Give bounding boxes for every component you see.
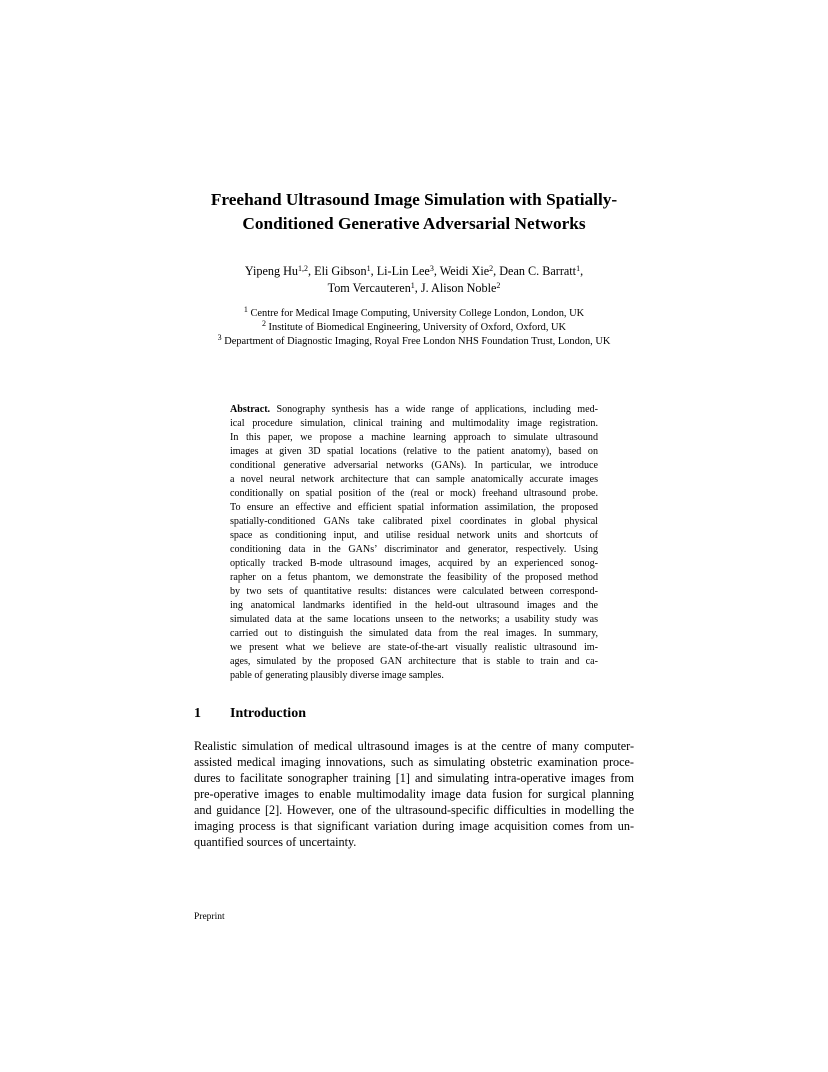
affil-text: Department of Diagnostic Imaging, Royal Free London NHS Foundation Trust, London, UK (224, 336, 611, 347)
author-affil-sup: 1,2 (298, 264, 309, 273)
author-list (0, 263, 828, 297)
section-number: 1 (194, 706, 201, 721)
abstract-text: Sonography synthesis has a wide range of applications, including med- (276, 404, 598, 415)
author-affil-sup: 2 (496, 281, 501, 290)
affil-number: 2 (261, 319, 266, 328)
abstract-line: In this paper, we propose a machine learning approach to simulate ultrasound (230, 432, 598, 443)
footer-preprint: Preprint (194, 912, 225, 922)
body-line: and guidance [2]. However, one of the ultrasound-specific difficulties in modelling the (194, 803, 634, 817)
author-affil-sup: 2 (489, 264, 494, 273)
abstract-line: conditionally on spatial position of the (real or mock) freehand ultrasound probe. (230, 488, 598, 499)
author-sep: , (433, 264, 440, 278)
author-sep: , (308, 264, 315, 278)
author-name: Yipeng Hu (244, 264, 299, 278)
author-name: Eli Gibson (314, 264, 367, 278)
affiliation-3 (0, 335, 828, 349)
body-line: pre-operative images to enable multimodality image data fusion for surgical planning (194, 787, 634, 801)
abstract-line: conditional generative adversarial networks (GANs). In particular, we introduce (230, 460, 598, 471)
abstract-line: ages, simulated by the proposed GAN architecture that is stable to train and ca- (230, 656, 598, 667)
abstract-line: by two sets of quantitative results: distances were calculated between correspond- (230, 586, 598, 597)
abstract-line: carried out to distinguish the simulated data from the real images. In summary, (230, 628, 598, 639)
abstract-line: optically tracked B-mode ultrasound images, acquired by an experienced sonog- (230, 558, 598, 569)
author-name: Tom Vercauteren (327, 281, 411, 295)
author-name: Dean C. Barratt (499, 264, 577, 278)
abstract-line: spatially-conditioned GANs take calibrated pixel coordinates in global physical (230, 516, 598, 527)
abstract-line: images at given 3D spatial locations (relative to the patient anatomy), based on (230, 446, 598, 457)
author-sep: , (414, 281, 421, 295)
section-heading-introduction (194, 704, 306, 724)
paper-title (0, 188, 828, 236)
title-line-1: Freehand Ultrasound Image Simulation with Spatially- (210, 190, 618, 209)
author-name: Weidi Xie (439, 264, 490, 278)
author-affil-sup: 1 (410, 281, 415, 290)
abstract-line: pable of generating plausibly diverse image samples. (230, 670, 444, 681)
abstract-line: To ensure an effective and efficient spatial information assimilation, the proposed (230, 502, 598, 513)
abstract (230, 403, 598, 683)
abstract-line (230, 403, 598, 417)
body-line: quantified sources of uncertainty. (194, 835, 357, 849)
body-line: Realistic simulation of medical ultrasound images is at the centre of many computer- (194, 739, 634, 753)
author-affil-sup: 1 (366, 264, 371, 273)
body-line: imaging process is that significant variation during image acquisition comes from un- (194, 819, 634, 833)
author-sep: , (580, 264, 584, 278)
section-title: Introduction (230, 706, 306, 721)
abstract-line: we present what we believe are state-of-the-art visually realistic ultrasound im- (230, 642, 598, 653)
author-line-2 (0, 280, 828, 297)
abstract-label: Abstract. (230, 404, 271, 415)
abstract-line: ical procedure simulation, clinical training and multimodality image registration. (230, 418, 598, 429)
author-name: Li-Lin Lee (376, 264, 430, 278)
title-line-2: Conditioned Generative Adversarial Networks (242, 214, 586, 233)
affil-number: 1 (243, 305, 248, 314)
body-line: assisted medical imaging innovations, such as simulating obstetric examination proce- (194, 755, 634, 769)
abstract-line: simulated data at the same locations unseen to the networks; a usability study was (230, 614, 598, 625)
abstract-line: ing anatomical landmarks identified in the held-out ultrasound images and the (230, 600, 598, 611)
abstract-line: conditioning data in the GANs’ discriminator and generator, respectively. Using (230, 544, 598, 555)
author-affil-sup: 3 (429, 264, 434, 273)
author-name: J. Alison Noble (420, 281, 497, 295)
abstract-line: rapher on a fetus phantom, we demonstrate the feasibility of the proposed method (230, 572, 598, 583)
body-line: dures to facilitate sonographer training [1] and simulating intra-operative images from (194, 771, 634, 785)
author-sep: , (370, 264, 377, 278)
affiliation-1 (0, 307, 828, 321)
affil-text: Centre for Medical Image Computing, University College London, London, UK (250, 308, 585, 319)
affil-text: Institute of Biomedical Engineering, University of Oxford, Oxford, UK (268, 322, 567, 333)
abstract-line: a novel neural network architecture that can sample anatomically accurate images (230, 474, 598, 485)
introduction-paragraph (194, 738, 634, 850)
abstract-line: space as conditioning input, and utilise residual network units and shortcuts of (230, 530, 598, 541)
author-affil-sup: 1 (576, 264, 581, 273)
affil-number: 3 (217, 333, 222, 342)
affiliation-2 (0, 321, 828, 335)
author-line-1 (0, 263, 828, 280)
affiliation-list (0, 307, 828, 349)
author-sep: , (493, 264, 500, 278)
